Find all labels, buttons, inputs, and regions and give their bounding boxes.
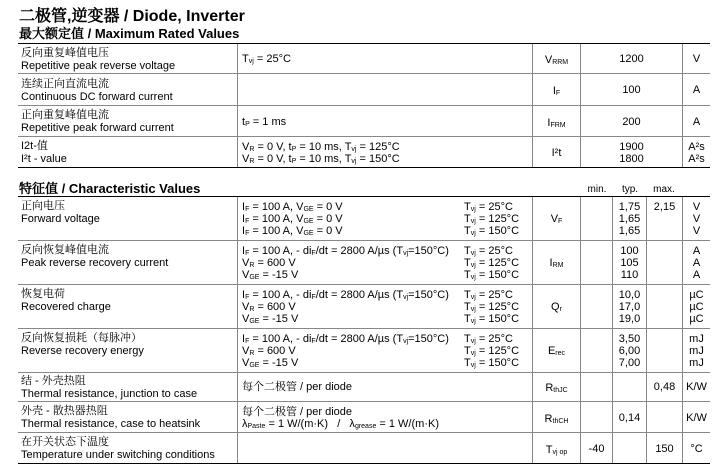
max-row-4-unit1: A²s <box>688 141 705 153</box>
char-row-6-unit: K/W <box>686 412 707 424</box>
section-characteristic: 特征值 / Characteristic Values <box>19 181 201 196</box>
char-row-4-typ-3: 7,00 <box>618 357 641 369</box>
col-typ: typ. <box>621 184 639 195</box>
max-row-4-cond1: $V_R = 0$ V, $t_P = 10$ ms, $T_{vj} = 125^\circ C$ <box>242 141 400 153</box>
char-row-7-en: Temperature under switching conditions <box>21 449 215 461</box>
char-row-3-typ-3: 19,0 <box>618 313 641 325</box>
char-row-1-typ-3: 1,65 <box>618 225 641 237</box>
char-row-2-unit-3: A <box>692 269 701 281</box>
max-row-1-sym: $V_{RRM}$ <box>544 54 569 66</box>
char-row-5-unit: K/W <box>686 381 707 393</box>
char-row-4-unit-3: mJ <box>689 357 704 369</box>
char-row-1-typ-2: 1,65 <box>618 213 641 225</box>
col-min: min. <box>587 184 607 195</box>
char-row-2-temp-3: $T_{vj} = 150^\circ C$ <box>464 269 520 281</box>
col-max: max. <box>653 184 675 195</box>
page-title: 二极管,逆变器 / Diode, Inverter <box>19 8 245 25</box>
char-row-2-cond-2: $V_R = 600$ V <box>242 257 296 269</box>
char-row-5-cn: 结 - 外壳热阻 <box>21 375 86 387</box>
max-row-3-unit: A <box>692 116 701 128</box>
char-row-1-unit-1: V <box>692 201 701 213</box>
char-row-1-cond-2: $I_F = 100$ A, $V_{GE} = 0$ V <box>242 213 343 225</box>
char-row-2-temp-1: $T_{vj} = 25^\circ C$ <box>464 245 513 257</box>
char-row-1-max: 2,15 <box>653 201 676 213</box>
max-row-2-en: Continuous DC forward current <box>21 91 173 103</box>
char-row-7-sym: $T_{vj op}$ <box>545 444 568 456</box>
char-row-4-typ-1: 3,50 <box>618 333 641 345</box>
char-row-4-cond-2: $V_R = 600$ V <box>242 345 296 357</box>
max-row-1-cn: 反向重复峰值电压 <box>21 47 109 59</box>
char-row-6-cond-2: $\lambda_{Paste} = 1$ $W/(m\cdot K) / \lambda_{grease} = 1$ W/(m·K) <box>242 418 439 430</box>
max-row-1-val: 1200 <box>619 53 644 65</box>
char-row-6-cn: 外壳 - 散热器热阻 <box>21 405 108 417</box>
char-row-7-unit: °C <box>690 443 703 455</box>
char-row-2-cond-3: $V_{GE} = -15$ V <box>242 269 299 281</box>
char-row-3-sym: $Q_r$ <box>551 301 562 313</box>
char-row-1-temp-1: $T_{vj} = 25^\circ C$ <box>464 201 513 213</box>
char-row-3-typ-2: 17,0 <box>618 301 641 313</box>
char-row-4-cn: 反向恢复损耗（每脉冲） <box>21 332 142 344</box>
max-row-4-val1: 1900 <box>619 141 644 153</box>
char-row-2-typ-2: 105 <box>620 257 639 269</box>
char-row-5-sym: $R_{thJC}$ <box>545 382 568 394</box>
char-row-2-unit-2: A <box>692 257 701 269</box>
char-row-6-cond-1: 每个二极管 / per diode <box>242 406 353 418</box>
char-row-5-en: Thermal resistance, junction to case <box>21 388 198 400</box>
max-row-3-val: 200 <box>622 116 641 128</box>
char-row-3-cond-2: $V_R = 600$ V <box>242 301 296 313</box>
char-row-1-typ-1: 1,75 <box>618 201 641 213</box>
char-row-5-max: 0,48 <box>653 381 676 393</box>
char-row-1-sym: $V_F$ <box>550 213 563 225</box>
char-row-1-temp-3: $T_{vj} = 150^\circ C$ <box>464 225 520 237</box>
max-row-4-en: I²t - value <box>21 153 67 165</box>
char-row-4-en: Reverse recovery energy <box>21 345 144 357</box>
char-row-3-typ-1: 10,0 <box>618 289 641 301</box>
max-row-2-sym: $I_F$ <box>552 85 561 97</box>
char-row-6-en: Thermal resistance, case to heatsink <box>21 418 201 430</box>
char-row-4-unit-1: mJ <box>689 333 704 345</box>
max-row-2-val: 100 <box>622 84 641 96</box>
max-row-2-unit: A <box>692 84 701 96</box>
max-row-4-unit2: A²s <box>688 153 705 165</box>
max-row-1-cond: $T_{vj} = 25^\circ C$ <box>242 53 291 65</box>
char-row-3-cond-3: $V_{GE} = -15$ V <box>242 313 299 325</box>
char-row-2-unit-1: A <box>692 245 701 257</box>
char-row-7-min: -40 <box>588 443 605 455</box>
char-row-3-cond-1: $I_F = 100$ A, - $di_F/dt = 2800$ A/µs $(T_{vj}=150^\circ C)$ <box>242 289 449 301</box>
char-row-4-unit-2: mJ <box>689 345 704 357</box>
char-row-4-cond-1: $I_F = 100$ A, - $di_F/dt = 2800$ A/µs $(T_{vj}=150^\circ C)$ <box>242 333 449 345</box>
char-row-1-temp-2: $T_{vj} = 125^\circ C$ <box>464 213 520 225</box>
char-row-4-typ-2: 6,00 <box>618 345 641 357</box>
char-row-7-max: 150 <box>655 443 674 455</box>
char-row-2-typ-1: 100 <box>620 245 639 257</box>
char-row-3-cn: 恢复电荷 <box>21 288 65 300</box>
max-row-1-en: Repetitive peak reverse voltage <box>21 60 176 72</box>
char-row-2-cond-1: $I_F = 100$ A, - $di_F/dt = 2800$ A/µs $(T_{vj}=150^\circ C)$ <box>242 245 449 257</box>
char-row-2-typ-3: 110 <box>620 269 639 281</box>
char-row-4-cond-3: $V_{GE} = -15$ V <box>242 357 299 369</box>
char-row-4-temp-2: $T_{vj} = 125^\circ C$ <box>464 345 520 357</box>
max-row-3-cn: 正向重复峰值电流 <box>21 109 109 121</box>
char-row-2-temp-2: $T_{vj} = 125^\circ C$ <box>464 257 520 269</box>
char-row-4-temp-3: $T_{vj} = 150^\circ C$ <box>464 357 520 369</box>
section-max-rated: 最大额定值 / Maximum Rated Values <box>19 26 240 41</box>
max-row-3-en: Repetitive peak forward current <box>21 122 174 134</box>
char-row-3-temp-1: $T_{vj} = 25^\circ C$ <box>464 289 513 301</box>
max-row-4-val2: 1800 <box>619 153 644 165</box>
char-row-1-en: Forward voltage <box>21 213 100 225</box>
max-row-4-cond2: $V_R = 0$ V, $t_P = 10$ ms, $T_{vj} = 150^\circ C$ <box>242 153 400 165</box>
char-row-2-en: Peak reverse recovery current <box>21 257 169 269</box>
char-row-1-cond-3: $I_F = 100$ A, $V_{GE} = 0$ V <box>242 225 343 237</box>
char-row-3-unit-1: µC <box>689 289 704 301</box>
max-row-4-cn: I2t-值 <box>21 140 48 152</box>
char-row-5-cond: 每个二极管 / per diode <box>242 381 353 393</box>
max-row-4-sym: I²t <box>551 147 562 159</box>
char-row-6-typ: 0,14 <box>618 412 641 424</box>
char-row-3-en: Recovered charge <box>21 301 111 313</box>
max-row-3-cond: $t_P = 1$ ms <box>242 116 287 128</box>
max-row-1-unit: V <box>692 53 701 65</box>
char-row-4-sym: $E_{rec}$ <box>547 345 566 357</box>
char-row-4-temp-1: $T_{vj} = 25^\circ C$ <box>464 333 513 345</box>
char-row-3-unit-2: µC <box>689 301 704 313</box>
char-row-3-temp-2: $T_{vj} = 125^\circ C$ <box>464 301 520 313</box>
char-row-7-cn: 在开关状态下温度 <box>21 436 109 448</box>
char-row-1-unit-3: V <box>692 225 701 237</box>
char-row-1-cn: 正向电压 <box>21 200 65 212</box>
char-row-2-sym: $I_{RM}$ <box>549 257 564 269</box>
char-row-6-sym: $R_{thCH}$ <box>544 413 569 425</box>
char-row-1-cond-1: $I_F = 100$ A, $V_{GE} = 0$ V <box>242 201 343 213</box>
char-row-1-unit-2: V <box>692 213 701 225</box>
char-row-3-temp-3: $T_{vj} = 150^\circ C$ <box>464 313 520 325</box>
max-row-3-sym: $I_{FRM}$ <box>547 117 566 129</box>
char-row-3-unit-3: µC <box>689 313 704 325</box>
char-row-2-cn: 反向恢复峰值电流 <box>21 244 109 256</box>
max-row-2-cn: 连续正向直流电流 <box>21 78 109 90</box>
